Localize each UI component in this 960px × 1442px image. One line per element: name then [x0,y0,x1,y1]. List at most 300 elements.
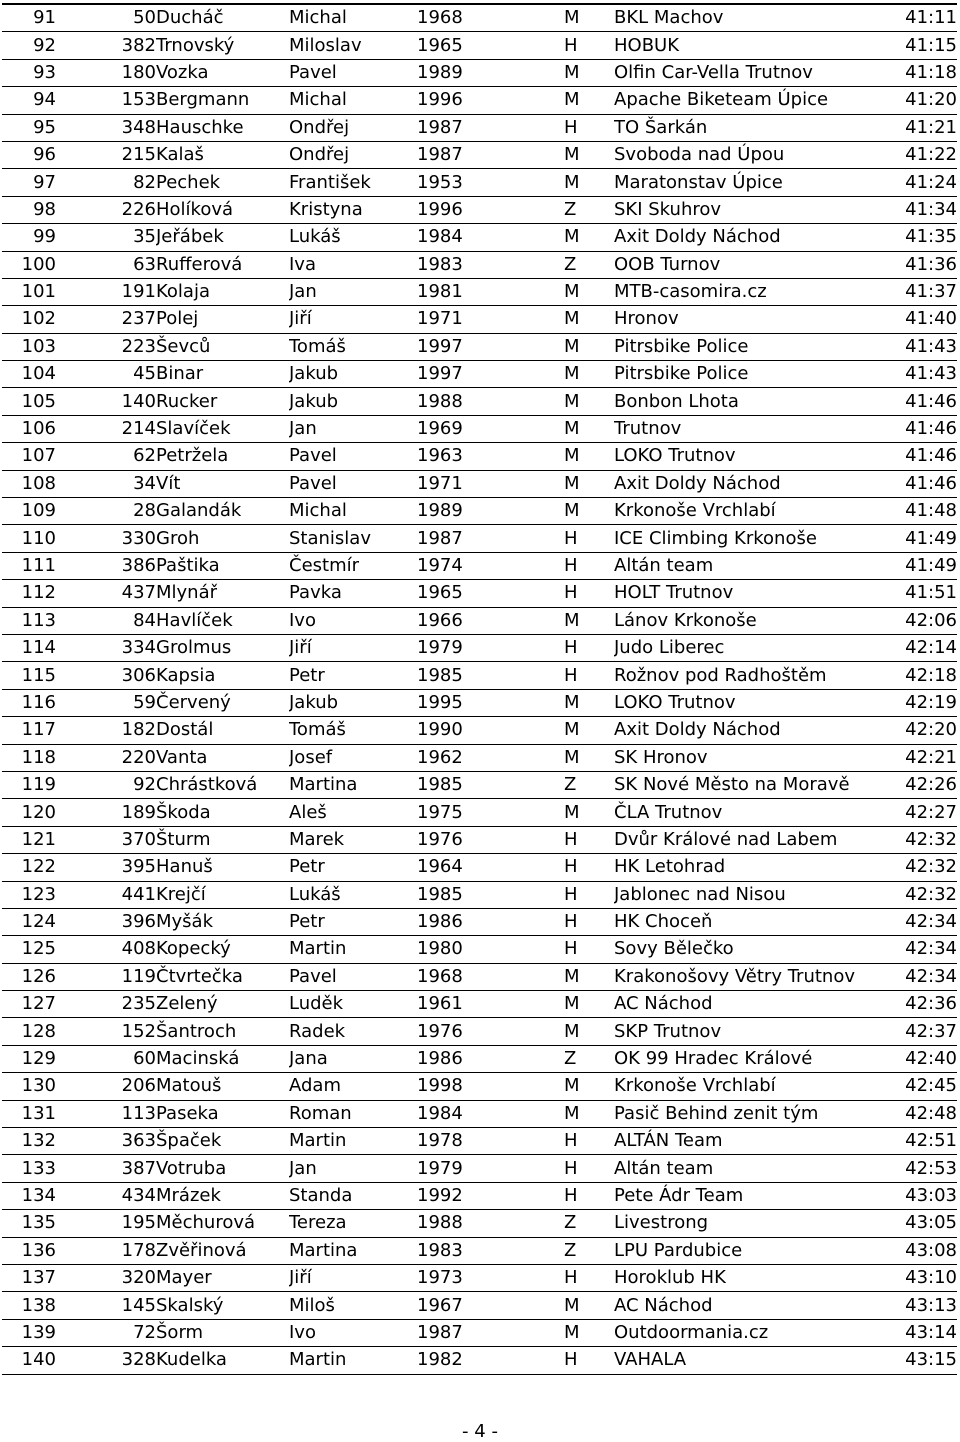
surname-cell: Mlynář [156,580,289,607]
surname-cell: Holíková [156,196,289,223]
birth-year-cell: 1989 [417,498,564,525]
rank-cell: 115 [2,662,56,689]
surname-cell: Zvěřinová [156,1237,289,1264]
table-row [2,1045,957,1072]
bib-cell: 215 [56,141,156,168]
bib-cell: 82 [56,169,156,196]
table-row [2,498,957,525]
bib-cell: 206 [56,1073,156,1100]
birth-year-cell: 1981 [417,278,564,305]
table-row [2,1073,957,1100]
club-cell: Trutnov [614,415,864,442]
birth-year-cell: 1996 [417,87,564,114]
category-cell: H [564,1128,614,1155]
firstname-cell: Martin [289,936,417,963]
surname-cell: Rufferová [156,251,289,278]
time-cell: 43:13 [864,1292,957,1319]
rank-cell: 118 [2,744,56,771]
club-cell: Horoklub HK [614,1264,864,1291]
firstname-cell: Ondřej [289,114,417,141]
surname-cell: Grolmus [156,634,289,661]
bib-cell: 370 [56,826,156,853]
club-cell: Axit Doldy Náchod [614,224,864,251]
rank-cell: 139 [2,1319,56,1346]
table-row [2,4,957,32]
time-cell: 41:48 [864,498,957,525]
bib-cell: 396 [56,908,156,935]
table-row [2,87,957,114]
rank-cell: 123 [2,881,56,908]
birth-year-cell: 1961 [417,991,564,1018]
firstname-cell: Martina [289,1237,417,1264]
surname-cell: Hanuš [156,854,289,881]
category-cell: M [564,59,614,86]
bib-cell: 334 [56,634,156,661]
time-cell: 42:32 [864,826,957,853]
birth-year-cell: 1965 [417,580,564,607]
birth-year-cell: 1984 [417,224,564,251]
club-cell: Jablonec nad Nisou [614,881,864,908]
bib-cell: 395 [56,854,156,881]
birth-year-cell: 1997 [417,333,564,360]
time-cell: 41:15 [864,32,957,59]
rank-cell: 99 [2,224,56,251]
bib-cell: 195 [56,1210,156,1237]
surname-cell: Havlíček [156,607,289,634]
bib-cell: 59 [56,689,156,716]
table-row [2,936,957,963]
club-cell: Rožnov pod Radhoštěm [614,662,864,689]
bib-cell: 226 [56,196,156,223]
category-cell: M [564,1018,614,1045]
surname-cell: Vanta [156,744,289,771]
club-cell: Pitrsbike Police [614,361,864,388]
table-row [2,32,957,59]
bib-cell: 220 [56,744,156,771]
birth-year-cell: 1979 [417,634,564,661]
category-cell: M [564,224,614,251]
rank-cell: 104 [2,361,56,388]
firstname-cell: Jan [289,415,417,442]
club-cell: VAHALA [614,1347,864,1374]
rank-cell: 96 [2,141,56,168]
rank-cell: 95 [2,114,56,141]
bib-cell: 386 [56,552,156,579]
bib-cell: 363 [56,1128,156,1155]
time-cell: 42:18 [864,662,957,689]
birth-year-cell: 1976 [417,826,564,853]
birth-year-cell: 1983 [417,251,564,278]
time-cell: 42:48 [864,1100,957,1127]
club-cell: Pete Ádr Team [614,1182,864,1209]
rank-cell: 101 [2,278,56,305]
firstname-cell: Radek [289,1018,417,1045]
rank-cell: 105 [2,388,56,415]
birth-year-cell: 1974 [417,552,564,579]
rank-cell: 93 [2,59,56,86]
rank-cell: 122 [2,854,56,881]
time-cell: 41:40 [864,306,957,333]
firstname-cell: Jan [289,1155,417,1182]
firstname-cell: Pavel [289,443,417,470]
bib-cell: 28 [56,498,156,525]
bib-cell: 178 [56,1237,156,1264]
time-cell: 41:49 [864,552,957,579]
rank-cell: 131 [2,1100,56,1127]
category-cell: M [564,361,614,388]
table-row [2,634,957,661]
table-row [2,881,957,908]
time-cell: 42:53 [864,1155,957,1182]
firstname-cell: Michal [289,4,417,32]
category-cell: M [564,498,614,525]
surname-cell: Hauschke [156,114,289,141]
birth-year-cell: 1995 [417,689,564,716]
club-cell: Hronov [614,306,864,333]
table-row [2,443,957,470]
birth-year-cell: 1965 [417,32,564,59]
bib-cell: 34 [56,470,156,497]
time-cell: 41:24 [864,169,957,196]
table-row [2,1018,957,1045]
birth-year-cell: 1986 [417,1045,564,1072]
bib-cell: 50 [56,4,156,32]
club-cell: TO Šarkán [614,114,864,141]
time-cell: 42:19 [864,689,957,716]
rank-cell: 119 [2,771,56,798]
surname-cell: Vít [156,470,289,497]
time-cell: 42:06 [864,607,957,634]
table-row [2,1210,957,1237]
club-cell: Dvůr Králové nad Labem [614,826,864,853]
table-row [2,552,957,579]
surname-cell: Kolaja [156,278,289,305]
club-cell: AC Náchod [614,991,864,1018]
surname-cell: Škoda [156,799,289,826]
club-cell: Pitrsbike Police [614,333,864,360]
birth-year-cell: 1980 [417,936,564,963]
time-cell: 42:34 [864,936,957,963]
surname-cell: Špaček [156,1128,289,1155]
bib-cell: 191 [56,278,156,305]
club-cell: Pasič Behind zenit tým [614,1100,864,1127]
birth-year-cell: 1985 [417,881,564,908]
rank-cell: 117 [2,717,56,744]
results-table-body [2,4,957,1374]
surname-cell: Polej [156,306,289,333]
surname-cell: Myšák [156,908,289,935]
category-cell: M [564,278,614,305]
time-cell: 43:03 [864,1182,957,1209]
time-cell: 41:49 [864,525,957,552]
firstname-cell: Petr [289,854,417,881]
table-row [2,799,957,826]
surname-cell: Votruba [156,1155,289,1182]
category-cell: M [564,169,614,196]
surname-cell: Trnovský [156,32,289,59]
category-cell: Z [564,1045,614,1072]
rank-cell: 91 [2,4,56,32]
table-row [2,1100,957,1127]
club-cell: SK Nové Město na Moravě [614,771,864,798]
time-cell: 43:15 [864,1347,957,1374]
birth-year-cell: 1971 [417,306,564,333]
birth-year-cell: 1990 [417,717,564,744]
firstname-cell: Miloslav [289,32,417,59]
table-row [2,662,957,689]
birth-year-cell: 1978 [417,1128,564,1155]
club-cell: Altán team [614,1155,864,1182]
rank-cell: 120 [2,799,56,826]
club-cell: Lánov Krkonoše [614,607,864,634]
time-cell: 42:20 [864,717,957,744]
surname-cell: Kudelka [156,1347,289,1374]
table-row [2,470,957,497]
birth-year-cell: 1968 [417,963,564,990]
birth-year-cell: 1987 [417,141,564,168]
club-cell: OOB Turnov [614,251,864,278]
firstname-cell: Pavka [289,580,417,607]
firstname-cell: Martina [289,771,417,798]
club-cell: AC Náchod [614,1292,864,1319]
surname-cell: Paštika [156,552,289,579]
club-cell: Outdoormania.cz [614,1319,864,1346]
rank-cell: 136 [2,1237,56,1264]
category-cell: M [564,470,614,497]
category-cell: M [564,991,614,1018]
bib-cell: 437 [56,580,156,607]
birth-year-cell: 1953 [417,169,564,196]
club-cell: LOKO Trutnov [614,689,864,716]
table-row [2,689,957,716]
bib-cell: 328 [56,1347,156,1374]
surname-cell: Binar [156,361,289,388]
surname-cell: Galandák [156,498,289,525]
club-cell: ALTÁN Team [614,1128,864,1155]
table-row [2,1128,957,1155]
surname-cell: Krejčí [156,881,289,908]
table-row [2,388,957,415]
category-cell: M [564,689,614,716]
bib-cell: 62 [56,443,156,470]
firstname-cell: Adam [289,1073,417,1100]
birth-year-cell: 1967 [417,1292,564,1319]
club-cell: SK Hronov [614,744,864,771]
firstname-cell: Tomáš [289,333,417,360]
bib-cell: 237 [56,306,156,333]
club-cell: Altán team [614,552,864,579]
surname-cell: Zelený [156,991,289,1018]
surname-cell: Pechek [156,169,289,196]
birth-year-cell: 1985 [417,662,564,689]
surname-cell: Šturm [156,826,289,853]
rank-cell: 94 [2,87,56,114]
category-cell: H [564,908,614,935]
firstname-cell: Pavel [289,470,417,497]
category-cell: Z [564,196,614,223]
surname-cell: Petržela [156,443,289,470]
table-row [2,771,957,798]
time-cell: 41:34 [864,196,957,223]
table-row [2,963,957,990]
bib-cell: 320 [56,1264,156,1291]
category-cell: H [564,580,614,607]
category-cell: H [564,662,614,689]
firstname-cell: Jakub [289,388,417,415]
time-cell: 41:35 [864,224,957,251]
table-row [2,361,957,388]
page-number: - 4 - [462,1421,498,1442]
time-cell: 41:20 [864,87,957,114]
firstname-cell: Pavel [289,963,417,990]
table-row [2,59,957,86]
surname-cell: Čtvrtečka [156,963,289,990]
rank-cell: 138 [2,1292,56,1319]
category-cell: M [564,607,614,634]
category-cell: M [564,1319,614,1346]
birth-year-cell: 1992 [417,1182,564,1209]
rank-cell: 110 [2,525,56,552]
category-cell: H [564,1264,614,1291]
category-cell: M [564,443,614,470]
bib-cell: 180 [56,59,156,86]
time-cell: 41:18 [864,59,957,86]
table-row [2,1319,957,1346]
rank-cell: 103 [2,333,56,360]
surname-cell: Červený [156,689,289,716]
birth-year-cell: 1987 [417,114,564,141]
firstname-cell: Standa [289,1182,417,1209]
rank-cell: 97 [2,169,56,196]
club-cell: ICE Climbing Krkonoše [614,525,864,552]
birth-year-cell: 1973 [417,1264,564,1291]
time-cell: 42:37 [864,1018,957,1045]
table-row [2,196,957,223]
time-cell: 42:21 [864,744,957,771]
club-cell: OK 99 Hradec Králové [614,1045,864,1072]
bib-cell: 72 [56,1319,156,1346]
category-cell: H [564,854,614,881]
table-row [2,1347,957,1374]
firstname-cell: Jiří [289,306,417,333]
category-cell: M [564,333,614,360]
firstname-cell: František [289,169,417,196]
club-cell: Olfin Car-Vella Trutnov [614,59,864,86]
table-row [2,744,957,771]
rank-cell: 127 [2,991,56,1018]
table-row [2,141,957,168]
firstname-cell: Michal [289,87,417,114]
category-cell: H [564,114,614,141]
bib-cell: 189 [56,799,156,826]
time-cell: 41:46 [864,443,957,470]
table-row [2,169,957,196]
surname-cell: Vozka [156,59,289,86]
category-cell: H [564,1155,614,1182]
club-cell: Judo Liberec [614,634,864,661]
category-cell: Z [564,251,614,278]
firstname-cell: Kristyna [289,196,417,223]
club-cell: Bonbon Lhota [614,388,864,415]
firstname-cell: Lukáš [289,881,417,908]
table-row [2,908,957,935]
surname-cell: Šantroch [156,1018,289,1045]
surname-cell: Groh [156,525,289,552]
time-cell: 41:11 [864,4,957,32]
club-cell: Axit Doldy Náchod [614,717,864,744]
club-cell: HK Choceň [614,908,864,935]
time-cell: 42:32 [864,881,957,908]
bib-cell: 140 [56,388,156,415]
rank-cell: 106 [2,415,56,442]
firstname-cell: Luděk [289,991,417,1018]
rank-cell: 109 [2,498,56,525]
table-row [2,278,957,305]
time-cell: 42:45 [864,1073,957,1100]
rank-cell: 98 [2,196,56,223]
club-cell: Krkonoše Vrchlabí [614,1073,864,1100]
bib-cell: 145 [56,1292,156,1319]
rank-cell: 125 [2,936,56,963]
birth-year-cell: 1983 [417,1237,564,1264]
birth-year-cell: 1971 [417,470,564,497]
rank-cell: 140 [2,1347,56,1374]
firstname-cell: Jakub [289,361,417,388]
birth-year-cell: 1962 [417,744,564,771]
table-row [2,1237,957,1264]
bib-cell: 387 [56,1155,156,1182]
club-cell: Maratonstav Úpice [614,169,864,196]
surname-cell: Měchurová [156,1210,289,1237]
birth-year-cell: 1968 [417,4,564,32]
category-cell: H [564,32,614,59]
time-cell: 42:26 [864,771,957,798]
time-cell: 42:34 [864,963,957,990]
bib-cell: 408 [56,936,156,963]
rank-cell: 130 [2,1073,56,1100]
category-cell: M [564,306,614,333]
category-cell: Z [564,1237,614,1264]
table-row [2,717,957,744]
category-cell: M [564,87,614,114]
category-cell: H [564,936,614,963]
bib-cell: 153 [56,87,156,114]
firstname-cell: Jan [289,278,417,305]
club-cell: Krkonoše Vrchlabí [614,498,864,525]
surname-cell: Bergmann [156,87,289,114]
time-cell: 42:36 [864,991,957,1018]
club-cell: Sovy Bělečko [614,936,864,963]
surname-cell: Ducháč [156,4,289,32]
bib-cell: 63 [56,251,156,278]
rank-cell: 114 [2,634,56,661]
rank-cell: 102 [2,306,56,333]
club-cell: ČLA Trutnov [614,799,864,826]
table-row [2,333,957,360]
time-cell: 43:05 [864,1210,957,1237]
category-cell: H [564,881,614,908]
firstname-cell: Miloš [289,1292,417,1319]
table-row [2,1182,957,1209]
table-row [2,224,957,251]
bib-cell: 441 [56,881,156,908]
category-cell: M [564,1100,614,1127]
surname-cell: Dostál [156,717,289,744]
rank-cell: 92 [2,32,56,59]
category-cell: M [564,1292,614,1319]
firstname-cell: Jiří [289,634,417,661]
rank-cell: 100 [2,251,56,278]
